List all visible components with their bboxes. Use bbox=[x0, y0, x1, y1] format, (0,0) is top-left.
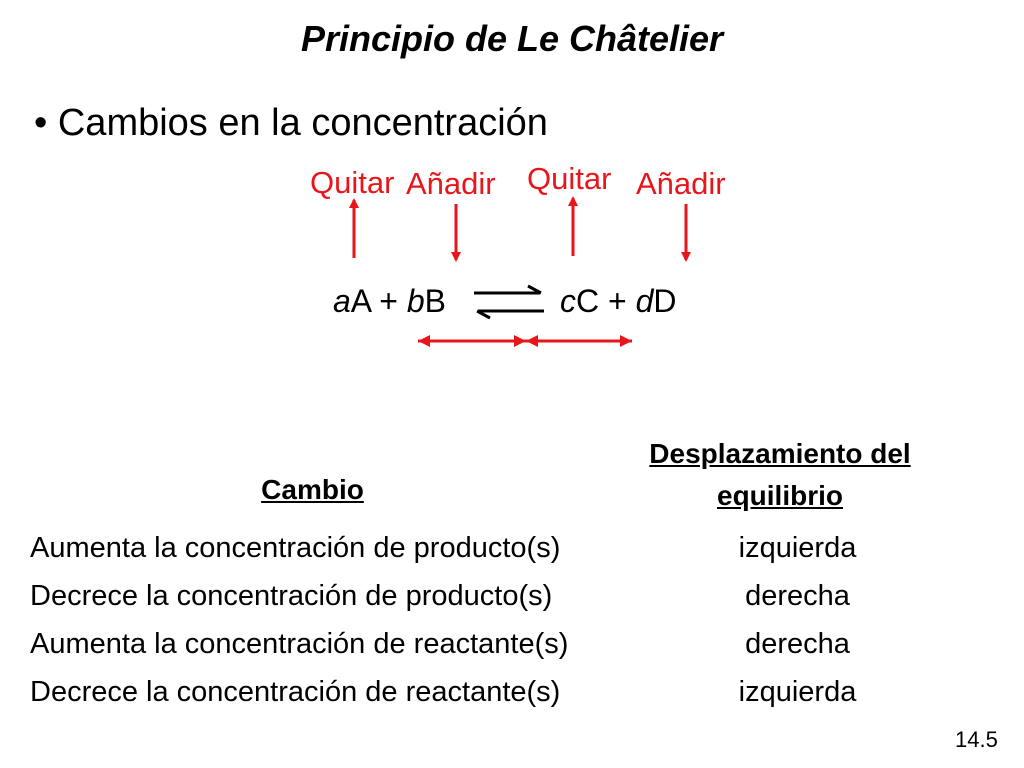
bullet-concentration-changes: • Cambios en la concentración bbox=[34, 102, 548, 144]
row-2-shift: derecha bbox=[745, 580, 850, 612]
equilibrium-arrows-icon bbox=[474, 286, 544, 318]
row-3-shift: derecha bbox=[745, 628, 850, 660]
row-4-change: Decrece la concentración de reactante(s) bbox=[30, 676, 561, 708]
shift-arrows-icon bbox=[418, 335, 632, 347]
row-3-change: Aumenta la concentración de reactante(s) bbox=[30, 628, 569, 660]
species-a: A bbox=[350, 283, 371, 319]
species-c: C bbox=[576, 283, 600, 319]
row-1-change: Aumenta la concentración de producto(s) bbox=[30, 532, 561, 564]
plus-sign-left: + bbox=[379, 283, 398, 319]
page-number: 14.5 bbox=[955, 727, 998, 752]
coef-b: b bbox=[406, 283, 425, 319]
header-change: Cambio bbox=[261, 474, 364, 505]
coef-c: c bbox=[560, 283, 576, 319]
species-d: D bbox=[653, 283, 677, 319]
label-remove-c: Quitar bbox=[527, 161, 612, 196]
coef-d: d bbox=[635, 283, 654, 319]
label-add-d: Añadir bbox=[636, 166, 726, 201]
species-b: B bbox=[424, 283, 446, 319]
header-shift-line1: Desplazamiento del bbox=[649, 438, 911, 469]
header-shift-line2: equilibrio bbox=[717, 480, 843, 511]
plus-sign-right: + bbox=[608, 283, 627, 319]
label-remove-a: Quitar bbox=[310, 165, 395, 200]
label-add-b: Añadir bbox=[406, 166, 496, 201]
slide-title: Principio de Le Châtelier bbox=[300, 18, 724, 59]
coef-a: a bbox=[333, 283, 351, 319]
row-1-shift: izquierda bbox=[738, 532, 857, 564]
row-4-shift: izquierda bbox=[738, 676, 857, 708]
row-2-change: Decrece la concentración de producto(s) bbox=[30, 580, 553, 612]
